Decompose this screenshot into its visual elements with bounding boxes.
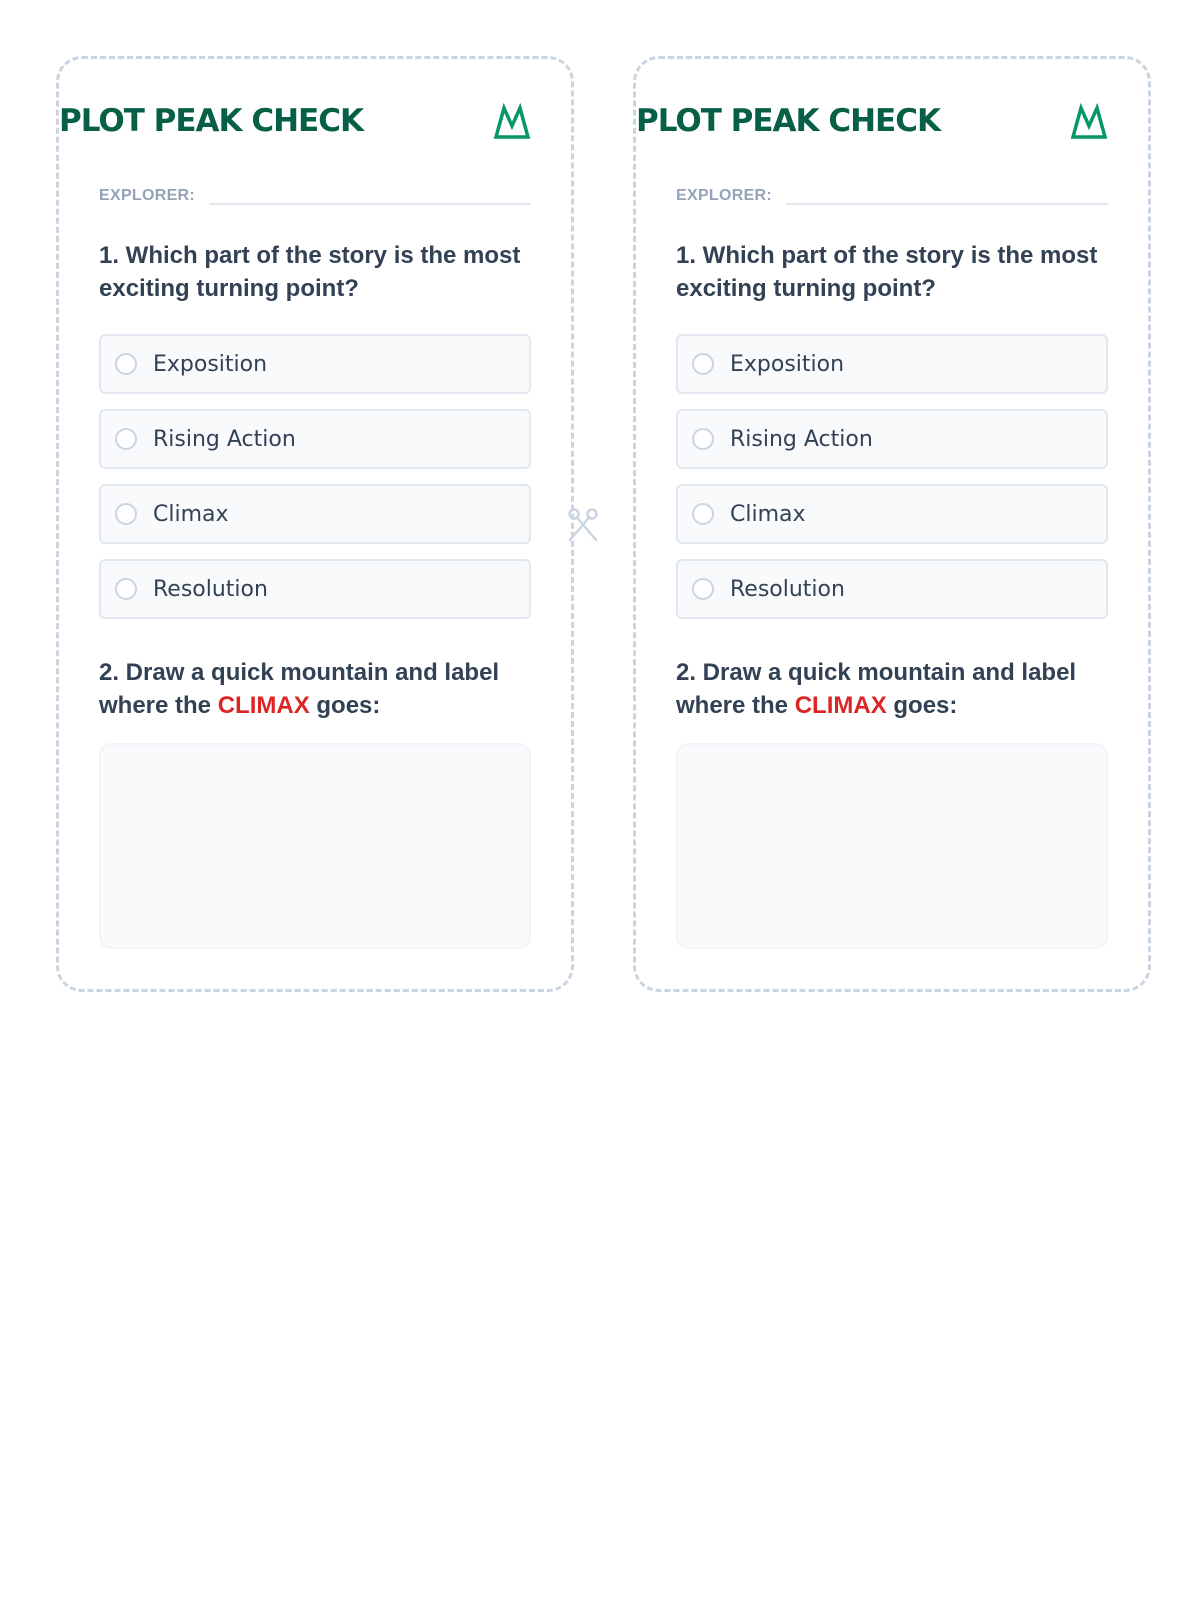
scissors-icon (566, 508, 600, 542)
question-2-prefix: 2. Draw a quick mountain and label where the (676, 659, 1077, 719)
mountain-icon (1070, 103, 1108, 141)
radio-button[interactable] (692, 503, 714, 525)
exit-ticket-card-left (56, 56, 574, 992)
radio-button[interactable] (692, 578, 714, 600)
mountain-icon (493, 103, 531, 141)
radio-button[interactable] (115, 353, 137, 375)
option-label: Rising Action (730, 426, 873, 452)
option-label: Resolution (153, 576, 268, 602)
radio-button[interactable] (115, 428, 137, 450)
answer-options (99, 334, 531, 634)
exit-ticket-card-right (633, 56, 1151, 992)
radio-button[interactable] (692, 353, 714, 375)
climax-highlight: CLIMAX (794, 692, 887, 719)
question-1: 1. Which part of the story is the most exciting turning point? (676, 242, 1098, 302)
card-title: PLOT PEAK CHECK (636, 103, 941, 139)
radio-button[interactable] (692, 428, 714, 450)
option-label: Exposition (153, 351, 268, 377)
drawing-area[interactable] (676, 743, 1108, 949)
option-climax[interactable] (676, 484, 1108, 544)
question-2 (676, 656, 1128, 722)
explorer-name-line[interactable] (209, 189, 531, 205)
option-climax[interactable] (99, 484, 531, 544)
card-title: PLOT PEAK CHECK (59, 103, 364, 139)
option-label: Exposition (730, 351, 845, 377)
climax-highlight: CLIMAX (217, 692, 310, 719)
answer-options (676, 334, 1108, 634)
question-2-suffix: goes: (886, 692, 958, 719)
option-exposition[interactable] (676, 334, 1108, 394)
explorer-label: EXPLORER: (99, 187, 196, 204)
option-rising-action[interactable] (676, 409, 1108, 469)
option-rising-action[interactable] (99, 409, 531, 469)
option-label: Climax (730, 501, 806, 527)
question-1: 1. Which part of the story is the most exciting turning point? (99, 242, 521, 302)
option-resolution[interactable] (99, 559, 531, 619)
explorer-name-line[interactable] (786, 189, 1108, 205)
question-2-suffix: goes: (309, 692, 381, 719)
option-label: Climax (153, 501, 229, 527)
question-2 (99, 656, 551, 722)
option-label: Resolution (730, 576, 845, 602)
radio-button[interactable] (115, 578, 137, 600)
question-2-prefix: 2. Draw a quick mountain and label where the (99, 659, 500, 719)
radio-button[interactable] (115, 503, 137, 525)
explorer-name-row (99, 187, 531, 205)
option-label: Rising Action (153, 426, 296, 452)
explorer-label: EXPLORER: (676, 187, 773, 204)
option-exposition[interactable] (99, 334, 531, 394)
option-resolution[interactable] (676, 559, 1108, 619)
explorer-name-row (676, 187, 1108, 205)
drawing-area[interactable] (99, 743, 531, 949)
